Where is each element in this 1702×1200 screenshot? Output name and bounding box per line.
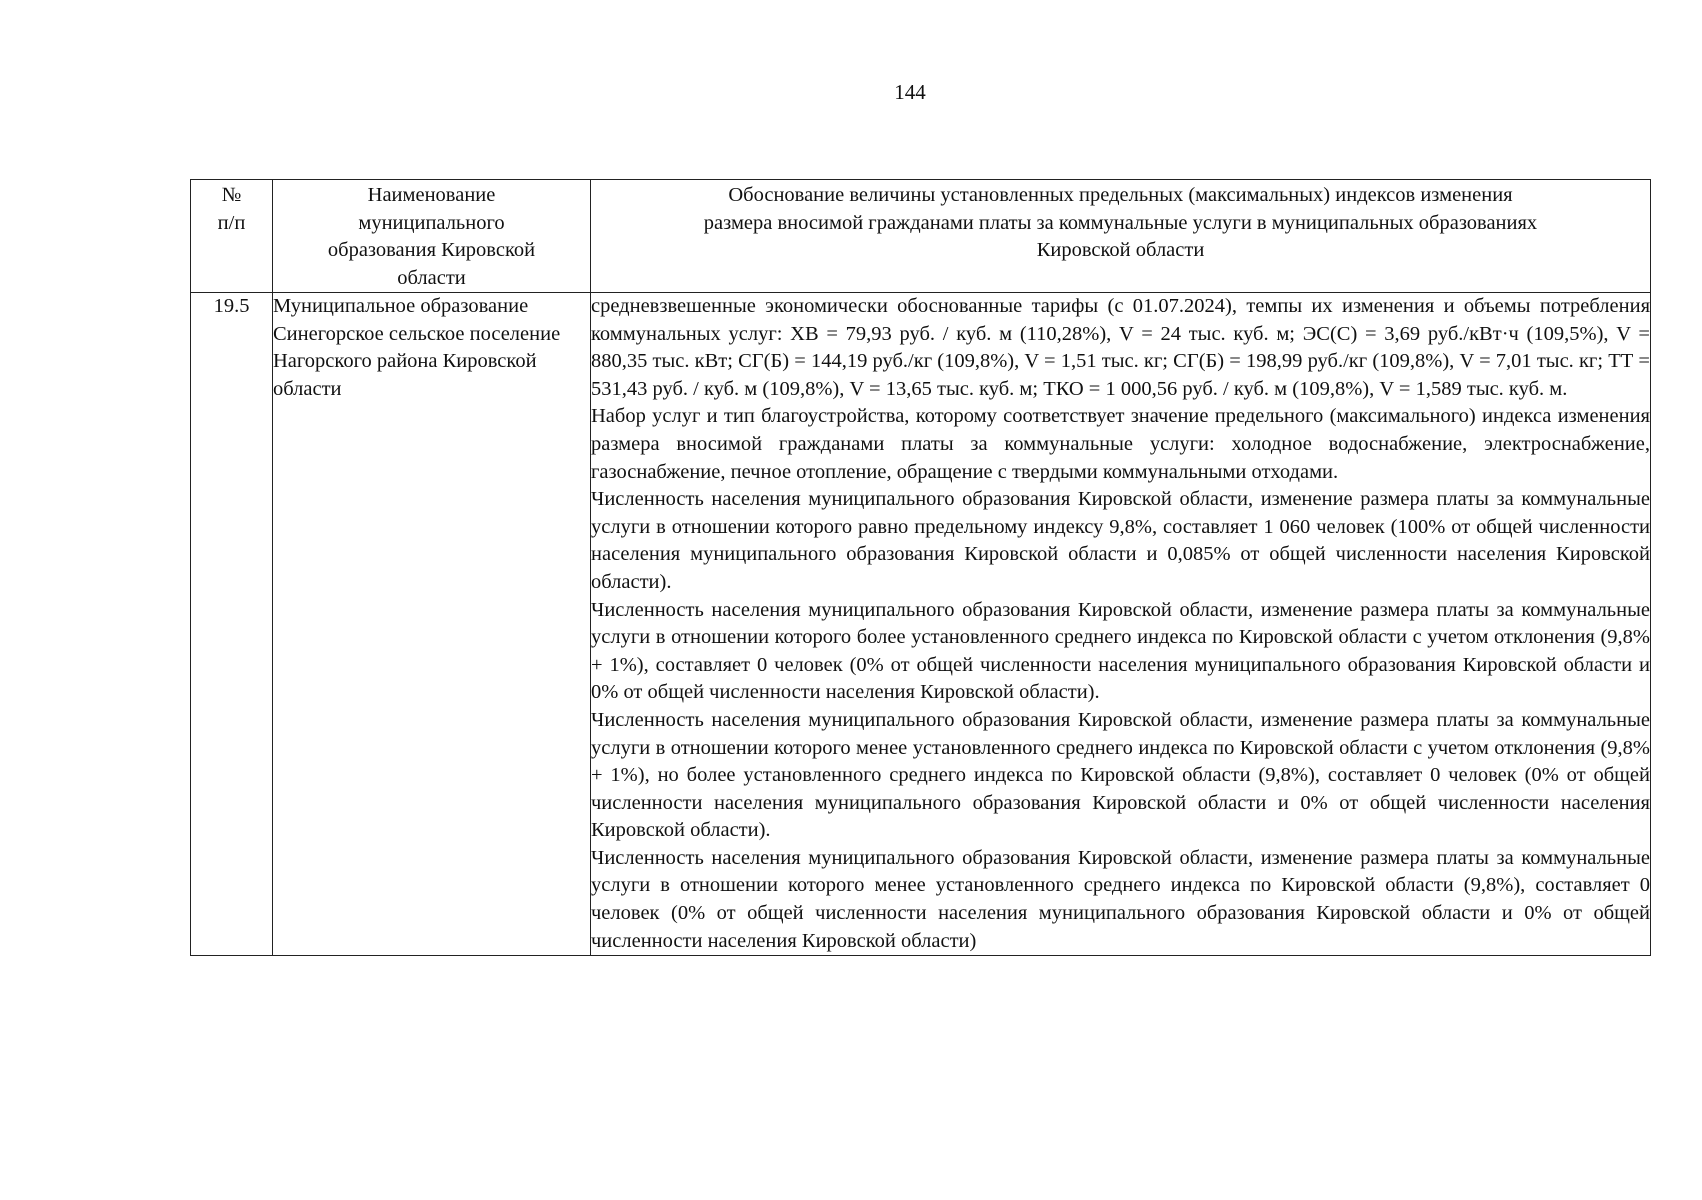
paragraph-population-equal-index: Численность населения муниципального образования Кировской области, изменение размера платы за коммунальные услуги в отношении которого равно предельному индексу 9,8%, составляет 1 060 человек (100% от общей численности населения муниципального образования Кировской области и 0,085% от общей численности населения Кировской области). bbox=[591, 488, 1650, 593]
table-header-row bbox=[191, 180, 1651, 293]
paragraph-population-above-deviation: Численность населения муниципального образования Кировской области, изменение размера платы за коммунальные услуги в отношении которого более установленного среднего индекса по Кировской области с учетом отклонения (9,8% + 1%), составляет 0 человек (0% от общей численности населения муниципального образования Кировской области и 0% от общей численности населения Кировской области). bbox=[591, 598, 1650, 704]
row-number: 19.5 bbox=[191, 293, 273, 956]
header-municipality-name: Наименование муниципального образования Кировской области bbox=[273, 180, 591, 293]
paragraph-population-below-average: Численность населения муниципального образования Кировской области, изменение размера платы за коммунальные услуги в отношении которого менее установленного среднего индекса по Кировской области (9,8%), составляет 0 человек (0% от общей численности населения муниципального образования Кировской области и 0% от общей численности населения Кировской области) bbox=[591, 846, 1650, 952]
page-number: 144 bbox=[894, 80, 926, 104]
paragraph-services-set: Набор услуг и тип благоустройства, которому соответствует значение предельного (максимального) индекса изменения размера вносимой гражданами платы за коммунальные услуги: холодное водоснабжение, электроснабжение, газоснабжение, печное отопление, обращение с твердыми коммунальными отходами. bbox=[591, 405, 1650, 483]
header-number: № п/п bbox=[191, 180, 273, 293]
paragraph-tariffs: средневзвешенные экономически обоснованные тарифы (с 01.07.2024), темпы их изменения и объемы потребления коммунальных услуг: ХВ = 79,93 руб. / куб. м (110,28%), V = 24 тыс. куб. м; ЭС(С) = 3,69 руб./кВт·ч (109,5%), V = 880,35 тыс. кВт; СГ(Б) = 144,19 руб./кг (109,8%), V = 1,51 тыс. кг; СГ(Б) = 198,99 руб./кг (109,8%), V = 7,01 тыс. кг; ТТ = 531,43 руб. / куб. м (109,8%), V = 13,65 тыс. куб. м; ТКО = 1 000,56 руб. / куб. м (109,8%), V = 1,589 тыс. куб. м. bbox=[591, 295, 1650, 400]
header-justification: Обоснование величины установленных предельных (максимальных) индексов изменения размера вносимой гражданами платы за коммунальные услуги в муниципальных образованиях Кировской области bbox=[591, 180, 1651, 293]
row-justification bbox=[591, 293, 1651, 956]
paragraph-population-between-indices: Численность населения муниципального образования Кировской области, изменение размера платы за коммунальные услуги в отношении которого менее установленного среднего индекса по Кировской области с учетом отклонения (9,8% + 1%), но более установленного среднего индекса по Кировской области (9,8%), составляет 0 человек (0% от общей численности населения муниципального образования Кировской области и 0% от общей численности населения Кировской области). bbox=[591, 708, 1650, 842]
row-municipality-name: Муниципальное образование Синегорское сельское поселение Нагорского района Кировской области bbox=[273, 293, 591, 956]
table-row bbox=[191, 293, 1651, 956]
index-justification-table bbox=[190, 179, 1651, 956]
